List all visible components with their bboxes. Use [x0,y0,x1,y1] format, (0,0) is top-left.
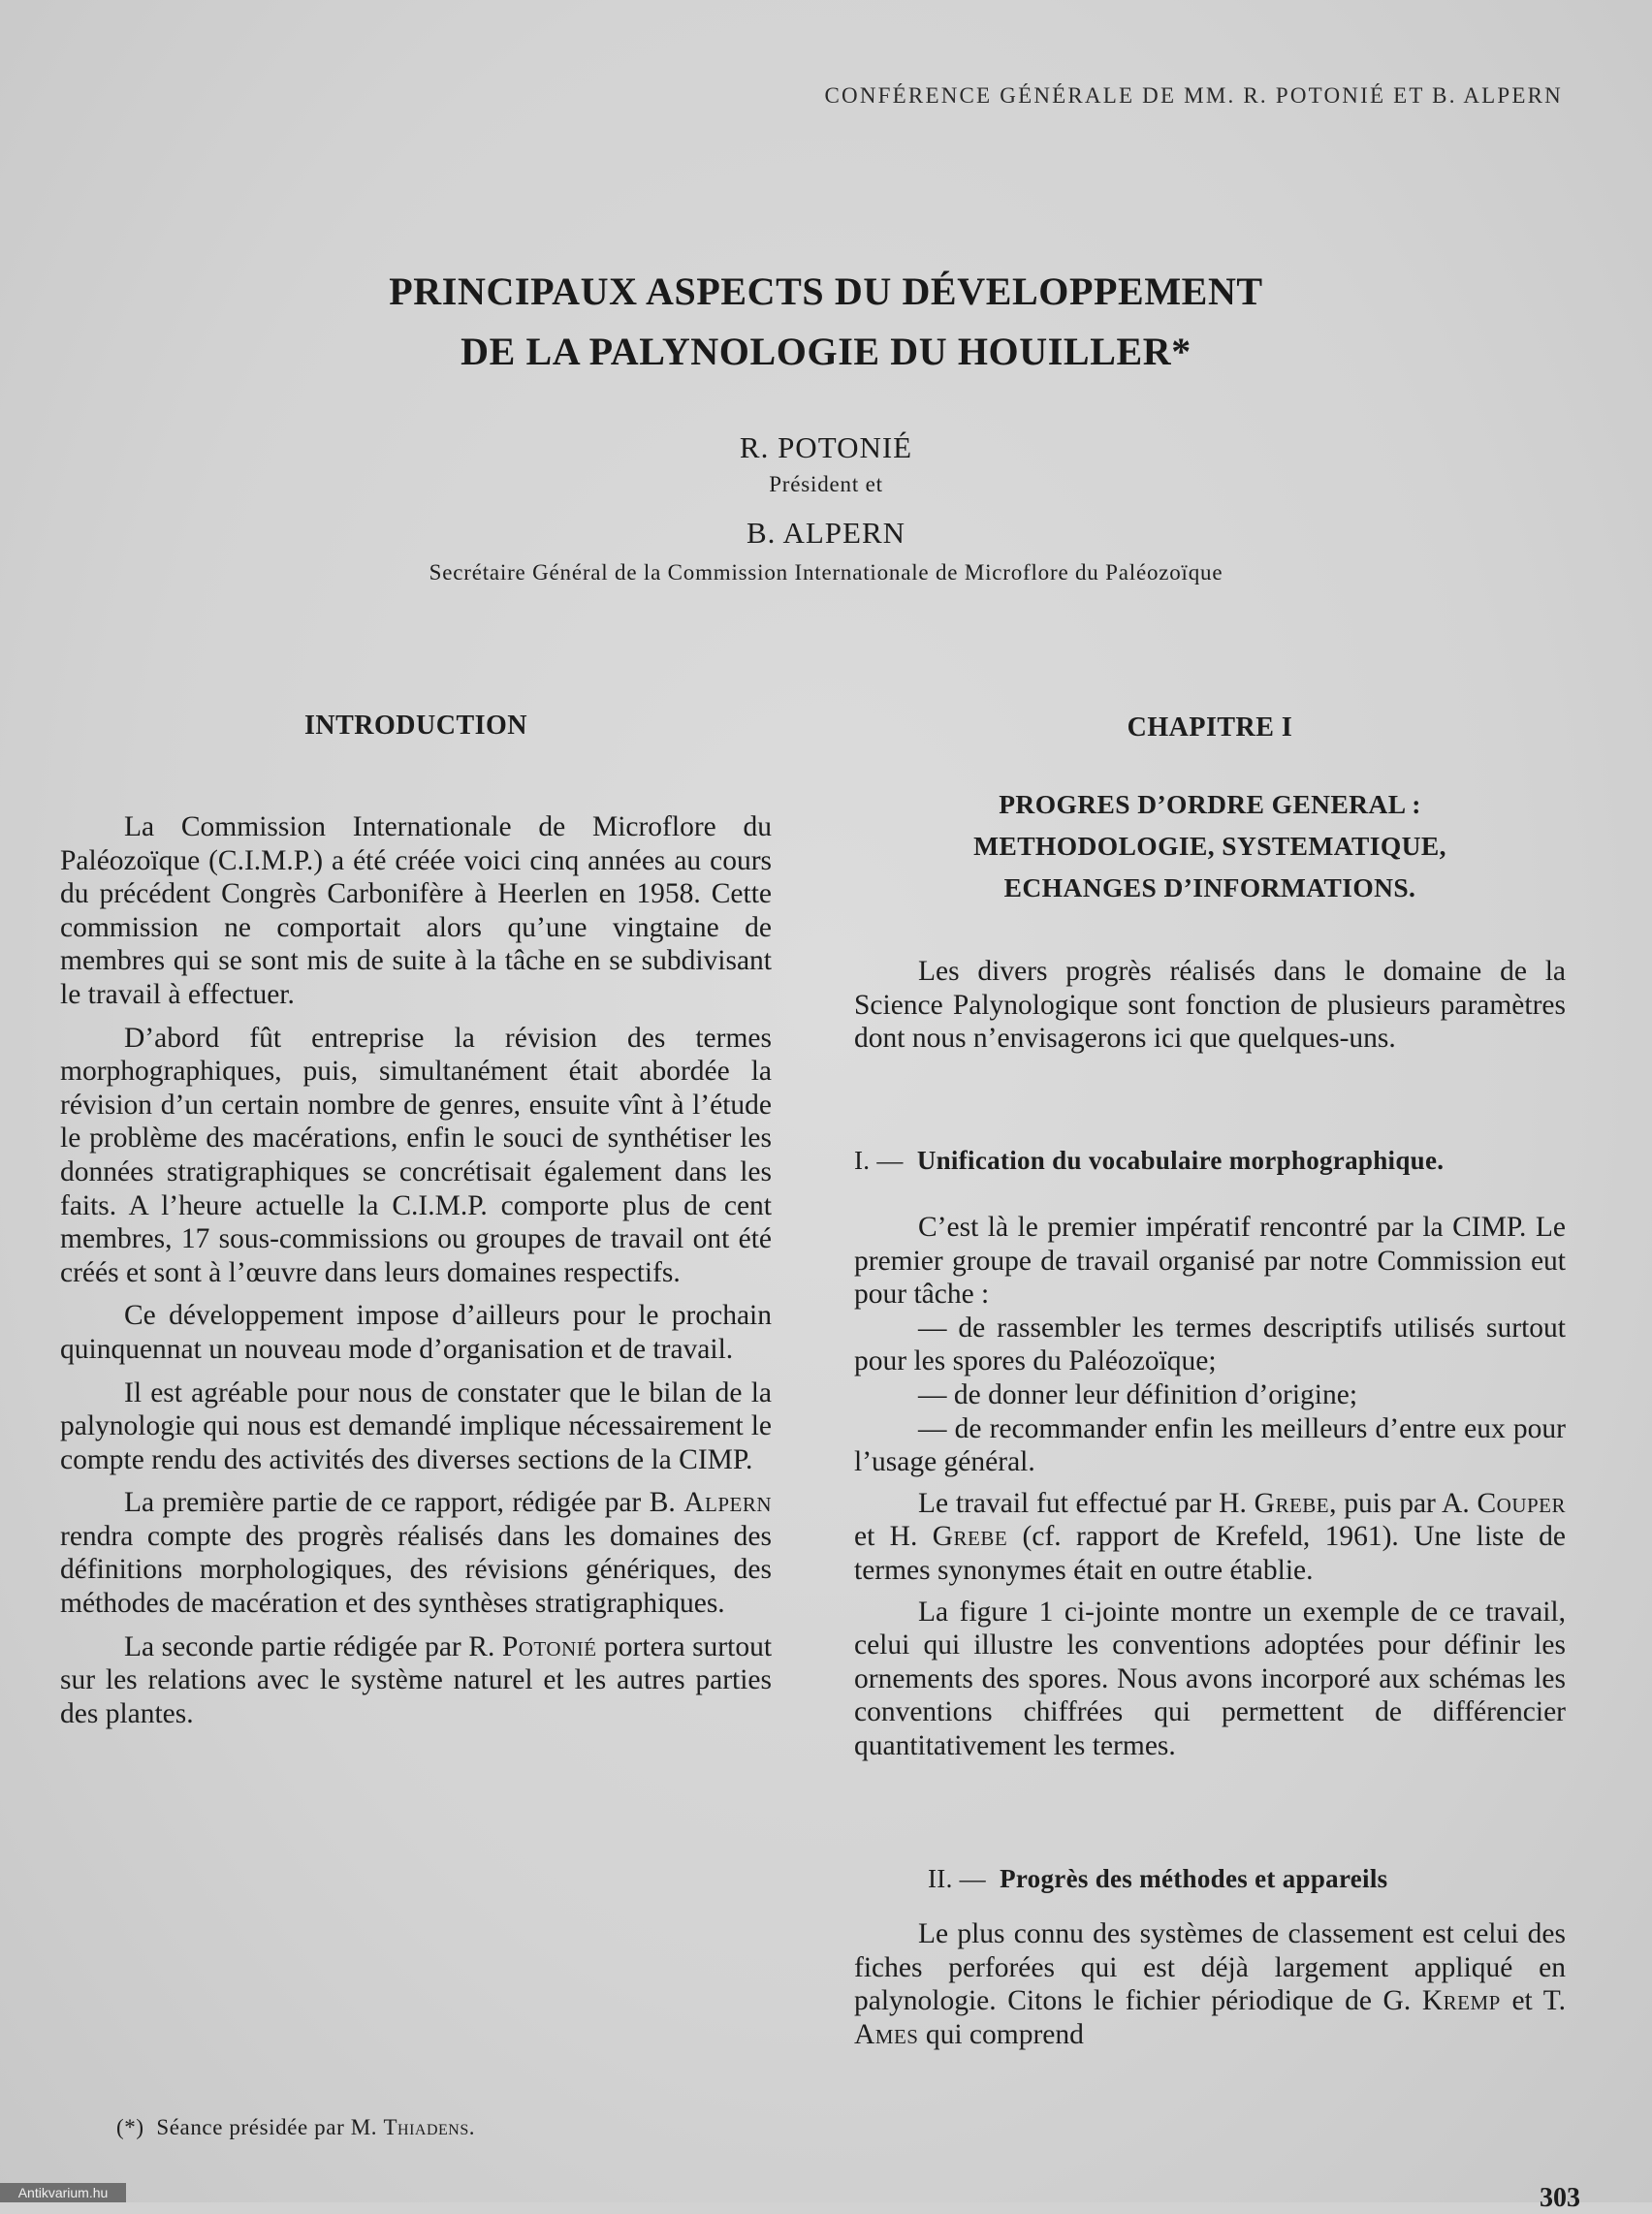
chapter-title [854,783,1566,908]
section-1-paragraph-2: Le travail fut effectué par H. Grebe, puis par A. Couper et H. Grebe (cf. rapport de Krefeld, 1961). Une liste de termes synonymes était en outre établie. [854,1487,1567,1586]
chapter-paragraph-1: Les divers progrès réalisés dans le domaine de la Science Palynologique sont fonction de plusieurs paramètres dont nous n’envisagerons ici que quelques-uns. [854,956,1566,1055]
author-name: Grebe [1254,1487,1330,1519]
section-2-number: II. — [928,1864,986,1893]
author-2: B. ALPERN [746,516,906,550]
left-column-body [60,810,772,1730]
intro-paragraph-5: La première partie de ce rapport, rédigée par B. Alpern rendra compte des progrès réalisés dans les domaines des définitions morphologiques, des révisions génériques, des méthodes de macération et des synthèses stratigraphiques. [60,1487,773,1620]
intro-paragraph-6: La seconde partie rédigée par R. Potonié portera surtout sur les relations avec le système naturel et les autres parties des plantes. [60,1630,773,1729]
author-name: Couper [1477,1487,1567,1519]
intro-paragraph-2: D’abord fût entreprise la révision des termes morphographiques, puis, simultanément était abordée la révision d’un certain nombre de genres, ensuite vînt à l’étude le problème des macérations, enfin le souci de synthétiser les données stratigraphiques se concrétisait également dans les faits. A l’heure actuelle la C.I.M.P. comporte plus de cent membres, 17 sous-commissions ou groupes de travail ont été créés et sont à l’œuvre dans leurs domaines respectifs. [60,1022,772,1288]
section-1-body [854,1211,1566,1763]
chapter-heading: CHAPITRE I [1127,712,1293,743]
section-2-body [854,1917,1566,2051]
running-head: CONFÉRENCE GÉNÉRALE DE MM. R. POTONIÉ ET B. ALPERN [824,83,1563,108]
title-line-1: PRINCIPAUX ASPECTS DU DÉVELOPPEMENT [389,269,1263,313]
section-2-heading [928,1864,1387,1894]
intro-paragraph-4: Il est agréable pour nous de constater que le bilan de la palynologie qui nous est demandé implique nécessairement le compte rendu des activités des diverses sections de la CIMP. [60,1376,772,1475]
author-name: Alpern [683,1487,773,1519]
chapter-paragraph-1-block [854,955,1566,1056]
footnote-name: Thiadens [383,2115,469,2139]
author-2-role: Secrétaire Général de la Commission Internationale de Microflore du Paléozoïque [429,560,1223,585]
list-item: — de recommander enfin les meilleurs d’entre eux pour l’usage général. [854,1412,1566,1478]
footnote-text: Séance présidée par M. [156,2115,378,2139]
chapter-title-line-2: METHODOLOGIE, SYSTEMATIQUE, [973,831,1446,861]
section-1-paragraph-1: C’est là le premier impératif rencontré par la CIMP. Le premier groupe de travail organisé par notre Commission eut pour tâche : [854,1212,1566,1311]
section-1-heading [854,1146,1444,1176]
section-2-title: Progrès des méthodes et appareils [1000,1864,1388,1893]
author-name: Ames [854,2018,919,2050]
intro-paragraph-1: La Commission Internationale de Microflore du Paléozoïque (C.I.M.P.) a été créée voici cinq années au cours du précédent Congrès Carbonifère à Heerlen en 1958. Cette commission ne comportait alors qu’une vingtaine de membres qui se sont mis de suite à la tâche en se subdivisant le travail à effectuer. [60,811,772,1010]
footnote: (*) Séance présidée par M. Thiadens. [116,2115,476,2139]
author-1: R. POTONIÉ [739,430,913,464]
author-name: Kremp [1421,1985,1501,2017]
section-2-paragraph-1: Le plus connu des systèmes de classement est celui des fiches perforées qui est déjà largement appliqué en palynologie. Citons le fichier périodique de G. Kremp et T. Ames qui comprend [854,1918,1567,2050]
footnote-marker: (*) [116,2115,144,2139]
list-item: — de rassembler les termes descriptifs utilisés surtout pour les spores du Paléozoïque; [854,1312,1566,1377]
chapter-title-line-1: PROGRES D’ORDRE GENERAL : [999,789,1421,819]
section-1-title: Unification du vocabulaire morphographique. [916,1146,1445,1175]
intro-paragraph-3: Ce développement impose d’ailleurs pour le prochain quinquennat un nouveau mode d’organisation et de travail. [60,1300,772,1365]
section-1-number: I. — [854,1146,904,1175]
introduction-heading: INTRODUCTION [303,711,528,741]
author-name: Potonié [501,1630,597,1662]
author-name: Grebe [932,1521,1008,1553]
title-line-2: DE LA PALYNOLOGIE DU HOUILLER* [461,330,1191,373]
watermark: Antikvarium.hu [0,2183,126,2202]
article-title [0,262,1652,382]
list-item: — de donner leur définition d’origine; [918,1378,1358,1410]
page-number: 303 [1540,2183,1580,2213]
author-1-role: Président et [769,472,883,496]
chapter-title-line-3: ECHANGES D’INFORMATIONS. [1003,872,1416,902]
section-1-paragraph-3: La figure 1 ci-jointe montre un exemple de ce travail, celui qui illustre les conventions adoptées pour définir les ornements des spores. Nous avons incorporé aux schémas les conventions chiffrées qui permettent de différencier quantitativement les termes. [854,1596,1566,1761]
